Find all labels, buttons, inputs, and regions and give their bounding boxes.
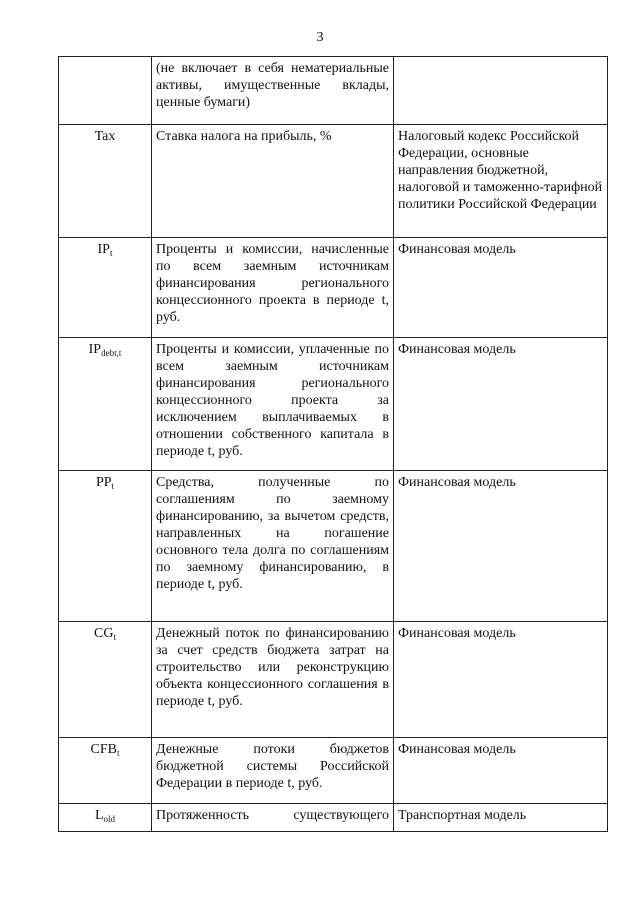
symbol-text: CG bbox=[94, 626, 114, 641]
source-cell bbox=[394, 57, 608, 125]
source-cell: Финансовая модель bbox=[394, 622, 608, 738]
symbol-cell bbox=[59, 804, 152, 832]
symbol-subscript: t bbox=[109, 248, 113, 258]
symbol-cell bbox=[59, 57, 152, 125]
symbol-text: PP bbox=[95, 475, 112, 490]
symbol-text: CFB bbox=[90, 742, 117, 757]
symbol-subscript: t bbox=[111, 481, 115, 491]
source-cell: Финансовая модель bbox=[394, 738, 608, 804]
symbol-subscript: old bbox=[103, 814, 116, 824]
symbol-text: L bbox=[94, 808, 104, 823]
source-cell: Налоговый кодекс Российской Федерации, основные направления бюджетной, налоговой и таможенно-тарифной политики Российской Федерации bbox=[394, 125, 608, 238]
symbol-text: IP bbox=[97, 242, 110, 257]
symbol-cell bbox=[59, 622, 152, 738]
symbol-text: Tax bbox=[94, 129, 116, 144]
table-row bbox=[59, 738, 608, 804]
table-row bbox=[59, 57, 608, 125]
symbol-subscript: t bbox=[113, 632, 116, 642]
description-cell: Протяженность существующего bbox=[152, 804, 394, 832]
description-cell: Ставка налога на прибыль, % bbox=[152, 125, 394, 238]
table-row bbox=[59, 338, 608, 471]
source-cell: Финансовая модель bbox=[394, 471, 608, 622]
table-row bbox=[59, 622, 608, 738]
table-row bbox=[59, 238, 608, 338]
source-cell: Транспортная модель bbox=[394, 804, 608, 832]
description-cell: (не включает в себя нематериальные активы, имущественные вклады, ценные бумаги) bbox=[152, 57, 394, 125]
symbol-cell bbox=[59, 471, 152, 622]
symbol-cell bbox=[59, 238, 152, 338]
source-cell: Финансовая модель bbox=[394, 338, 608, 471]
description-cell: Проценты и комиссии, уплаченные по всем заемным источникам финансирования регионального концессионного проекта за исключением выплачиваемых в отношении собственного капитала в периоде t, руб. bbox=[152, 338, 394, 471]
table-row bbox=[59, 125, 608, 238]
symbol-subscript: debt,t bbox=[101, 348, 122, 358]
table-row bbox=[59, 804, 608, 832]
source-cell: Финансовая модель bbox=[394, 238, 608, 338]
symbol-cell bbox=[59, 125, 152, 238]
symbol-cell bbox=[59, 338, 152, 471]
description-cell: Денежный поток по финансированию за счет средств бюджета затрат на строительство или реконструкцию объекта концессионного соглашения в периоде t, руб. bbox=[152, 622, 394, 738]
description-cell: Проценты и комиссии, начисленные по всем заемным источникам финансирования регионального концессионного проекта в периоде t, руб. bbox=[152, 238, 394, 338]
variables-table bbox=[58, 56, 608, 832]
symbol-subscript: t bbox=[116, 748, 120, 758]
description-cell: Денежные потоки бюджетов бюджетной системы Российской Федерации в периоде t, руб. bbox=[152, 738, 394, 804]
symbol-text: IP bbox=[88, 342, 102, 357]
table-row bbox=[59, 471, 608, 622]
page-number: 3 bbox=[316, 30, 324, 45]
symbol-cell bbox=[59, 738, 152, 804]
description-cell: Средства, полученные по соглашениям по заемному финансированию, за вычетом средств, направленных на погашение основного тела долга по соглашениям по заемному финансированию, в периоде t, руб. bbox=[152, 471, 394, 622]
